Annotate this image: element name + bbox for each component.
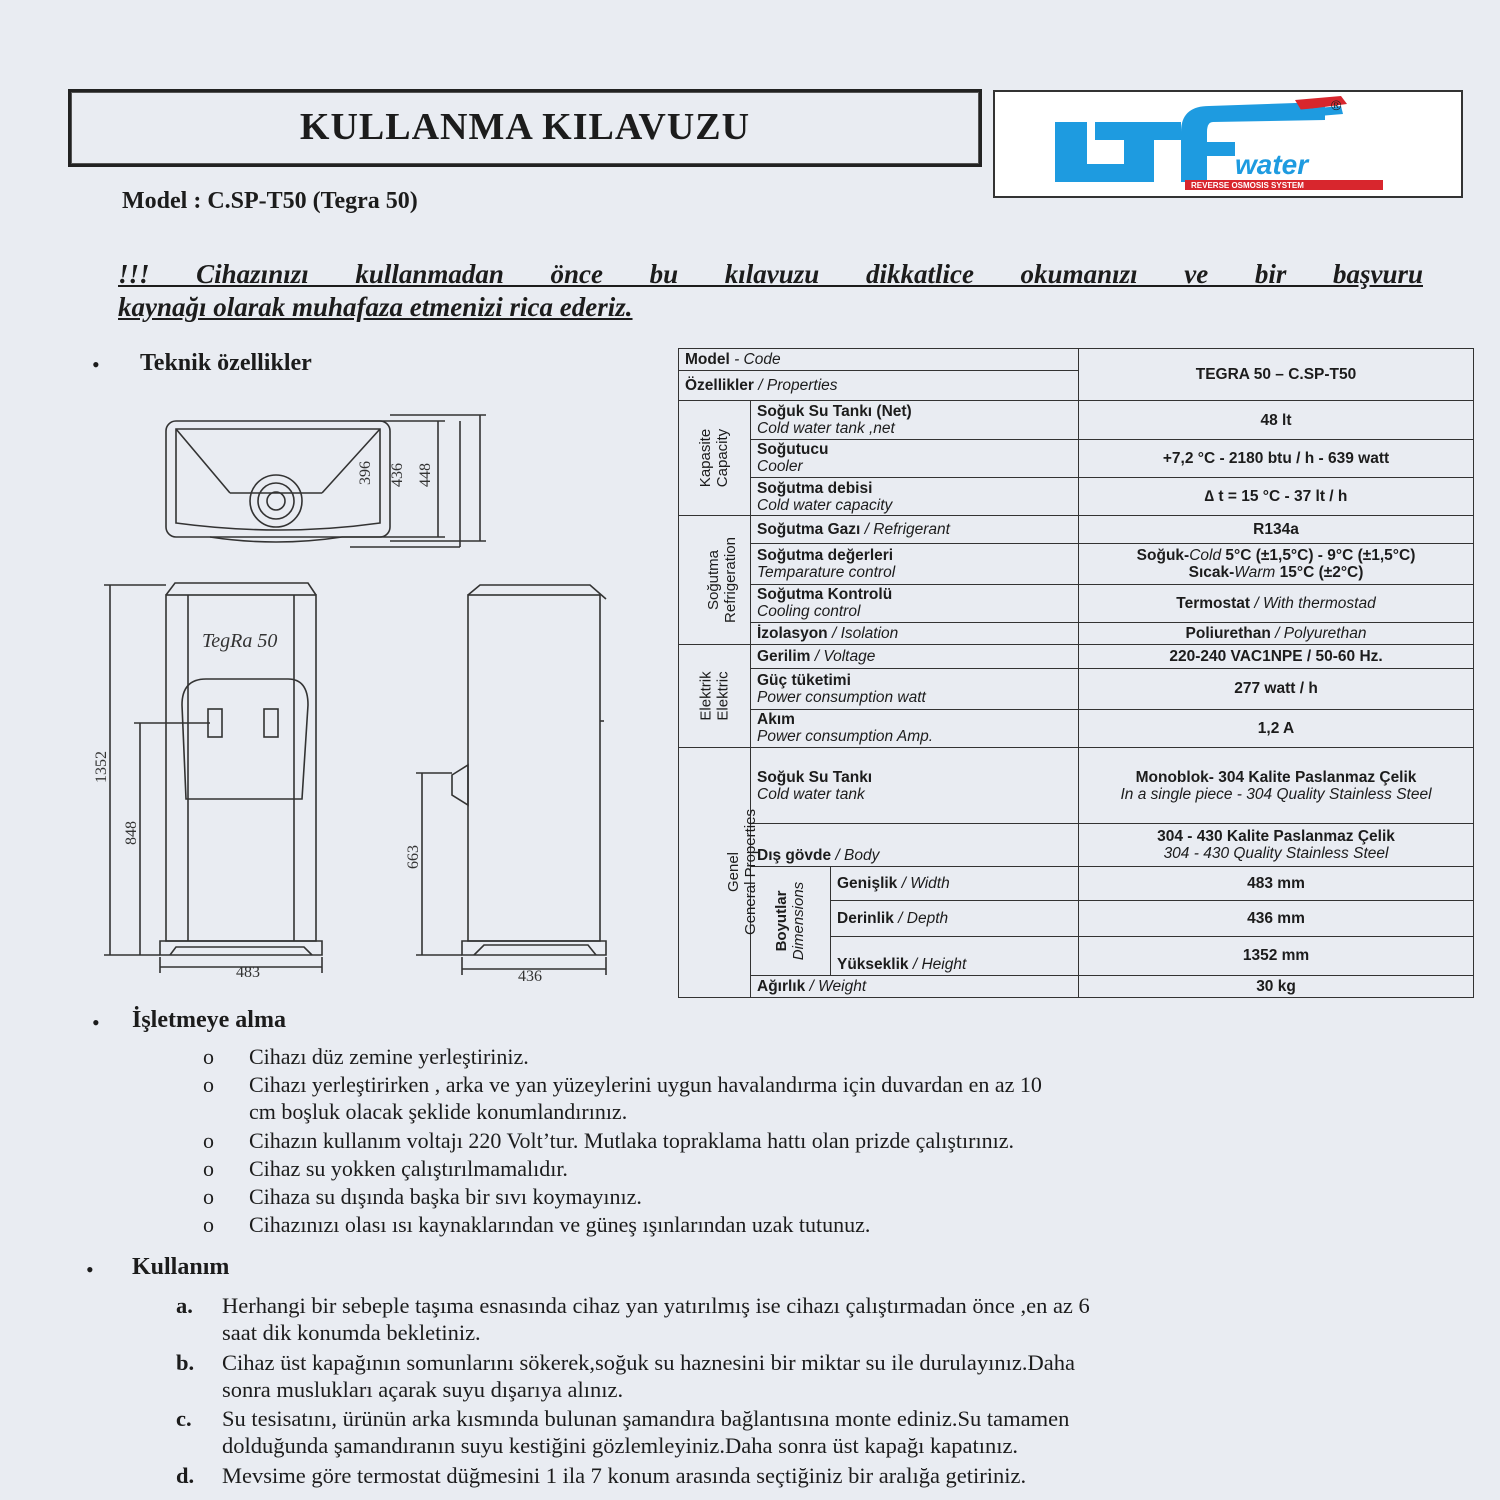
table-row: Kapasite Capacity Soğuk Su Tankı (Net) Cold water tank ,net 48 lt: [679, 401, 1474, 439]
brand-label: TegRa 50: [202, 630, 278, 652]
technical-drawing: [60, 405, 660, 995]
bullet-icon: •: [86, 1257, 94, 1282]
table-row: Akım Power consumption Amp. 1,2 A: [679, 709, 1474, 747]
notice-line-1: !!! Cihazınızı kullanmadan önce bu kılavuzu dikkatlice okumanızı ve bir başvuru: [118, 259, 1423, 289]
warning-notice: [118, 258, 1423, 324]
group-electric: Elektrik Elektric: [679, 645, 751, 748]
dim-side-tap: 663: [405, 845, 422, 869]
table-row: Soğutma Refrigeration Soğutma Gazı / Refrigerant R134a: [679, 516, 1474, 544]
model-line: Model : C.SP-T50 (Tegra 50): [122, 188, 418, 214]
section-usage-heading: Kullanım: [132, 1254, 230, 1280]
dim-top-436: 436: [389, 463, 406, 487]
section-install-heading: İşletmeye alma: [132, 1007, 286, 1033]
bullet-icon: •: [92, 1010, 100, 1035]
svg-text:REVERSE OSMOSIS SYSTEM: REVERSE OSMOSIS SYSTEM: [1191, 181, 1304, 190]
svg-text:water: water: [1235, 149, 1309, 180]
notice-line-2: kaynağı olarak muhafaza etmenizi rica ederiz.: [118, 292, 633, 322]
bullet-icon: •: [92, 352, 100, 377]
dim-front-tap: 848: [123, 821, 140, 845]
table-row: Soğutucu Cooler +7,2 °C - 2180 btu / h - 639 watt: [679, 439, 1474, 477]
table-row: Elektrik Elektric Gerilim / Voltage 220-240 VAC1NPE / 50-60 Hz.: [679, 645, 1474, 669]
table-row: Soğutma Kontrolü Cooling control Termostat / With thermostad: [679, 584, 1474, 622]
group-capacity: Kapasite Capacity: [679, 401, 751, 516]
dim-front-height: 1352: [93, 751, 110, 783]
logo: [993, 90, 1463, 198]
spec-model-value: TEGRA 50 – C.SP-T50: [1079, 349, 1474, 401]
install-list: o Cihazı düz zemine yerleştiriniz. o Cihazı yerleştirirken , arka ve yan yüzeylerini uygun havalandırma için duvardan en az 10 cm boşluk olacak şeklide konumlandırınız. o Cihazın kullanım voltajı 220 Volt’tur. Mutlaka topraklama hattı olan prizde çalıştırınız. o Cihaz su yokken çalıştırılmamalıdır. o Cihaza su dışında başka bir sıvı koymayınız. o Cihazınızı olası ısı kaynaklarından ve güneş ışınlarından uzak tutunuz.: [203, 1044, 1042, 1237]
table-row: Özellikler / Properties: [679, 371, 1474, 401]
table-row: Yükseklik / Height 1352 mm: [679, 937, 1474, 975]
table-row: Soğutma debisi Cold water capacity ∆ t = 15 °C - 37 lt / h: [679, 477, 1474, 515]
table-row: Model - Code TEGRA 50 – C.SP-T50: [679, 349, 1474, 371]
table-row: Ağırlık / Weight 30 kg: [679, 975, 1474, 997]
title-box: [68, 89, 982, 167]
table-row: Soğutma değerleri Temparature control Soğuk-Cold 5°C (±1,5°C) - 9°C (±1,5°C) Sıcak-Warm 15°C (±2°C): [679, 544, 1474, 584]
table-row: Dış gövde / Body 304 - 430 Kalite Paslanmaz Çelik 304 - 430 Quality Stainless Steel: [679, 824, 1474, 866]
page-title: KULLANMA KILAVUZU: [299, 106, 751, 148]
dim-top-448: 448: [417, 463, 434, 487]
table-row: Boyutlar Dimensions Genişlik / Width 483 mm: [679, 866, 1474, 900]
dim-front-width: 483: [236, 964, 260, 981]
table-row: Genel General Properties Soğuk Su Tankı Cold water tank Monoblok- 304 Kalite Paslanmaz Çelik In a single piece - 304 Quality Stainless Steel: [679, 747, 1474, 824]
table-row: Derinlik / Depth 436 mm: [679, 901, 1474, 937]
usage-list: a. Herhangi bir sebeple taşıma esnasında cihaz yan yatırılmış ise cihazı çalıştırmadan önce ,en az 6 saat dik konumda bekletiniz. b. Cihaz üst kapağının somunlarını sökerek,soğuk su haznesini bir miktar su ile durulayınız.Daha sonra muslukları açarak suyu dışarıya alınız. c. Su tesisatını, ürünün arka kısmında bulunan şamandıra bağlantısına monte ediniz.Su tamamen dolduğunda şamandıranın suyu kestiğini gözlemleyiniz.Daha sonra üst kapağı kapatınız. d. Mevsime göre termostat düğmesini 1 ila 7 konum arasında seçtiğiniz bir aralığa getiriniz.: [176, 1293, 1090, 1488]
table-row: İzolasyon / Isolation Poliurethan / Polyurethan: [679, 623, 1474, 645]
svg-text:®: ®: [1331, 97, 1342, 113]
dim-side-depth: 436: [518, 968, 542, 985]
group-general: Genel General Properties: [679, 747, 751, 997]
group-dimensions: Boyutlar Dimensions: [751, 866, 831, 975]
table-row: Güç tüketimi Power consumption watt 277 watt / h: [679, 669, 1474, 709]
ltf-water-logo: [995, 92, 1461, 196]
dim-top-396: 396: [357, 461, 374, 485]
group-refrigeration: Soğutma Refrigeration: [679, 516, 751, 645]
section-tech-heading: Teknik özellikler: [140, 350, 312, 376]
spec-table: [678, 348, 1474, 998]
